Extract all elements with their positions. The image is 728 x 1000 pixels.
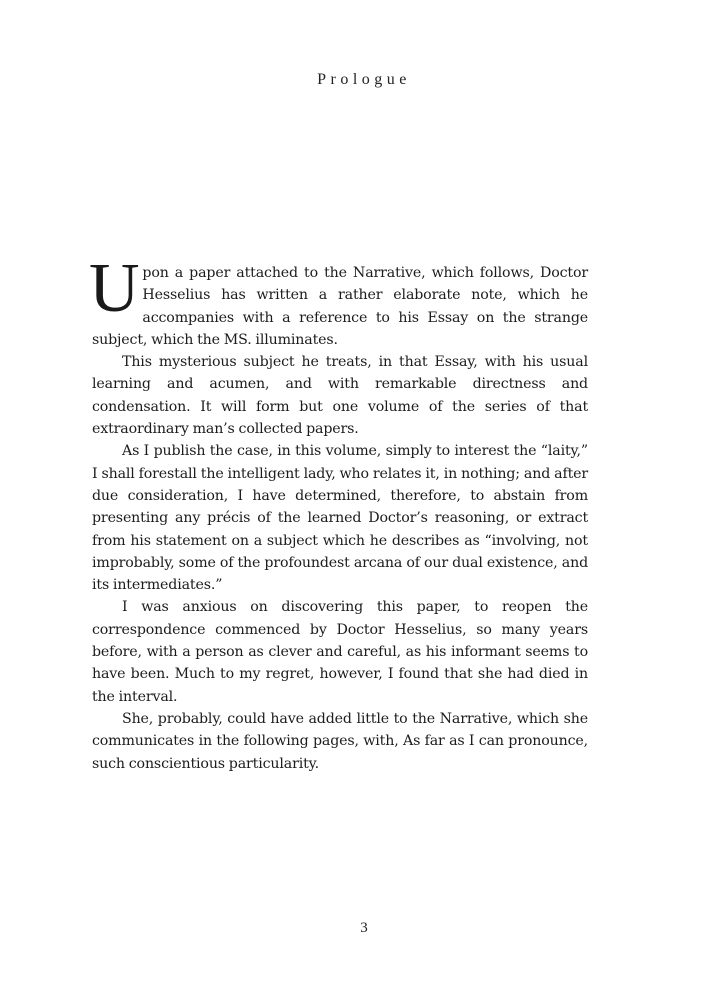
paragraph-5: She, probably, could have added little to the Narrative, which she communicates in the following pages, with, As far as I can pronounce, such conscientious particularity. xyxy=(92,710,588,772)
paragraph-4: I was anxious on discovering this paper, to reopen the correspondence commenced by Doctor Hesselius, so many years before, with a person as clever and careful, as his informant seems to have been. Much to my regret, however, I found that she had died in the interval. xyxy=(92,599,588,705)
paragraph-1 xyxy=(89,250,588,351)
paragraph-2: This mysterious subject he treats, in that Essay, with his usual learning and acumen, and with remarkable directness and condensation. It will form but one volume of the series of that extraordinary man’s collected papers. xyxy=(92,354,588,438)
page-number: 3 xyxy=(360,920,368,936)
paragraph-3: As I publish the case, in this volume, simply to interest the “laity,” I shall forestall the intelligent lady, who relates it, in nothing; and after due consideration, I have determined, therefore, to abstain from presenting any précis of the learned Doctor’s reasoning, or extract from his statement on a subject which he describes as “involving, not improbably, some of the profoundest arcana of our dual existence, and its intermediates.” xyxy=(92,443,588,594)
paragraph-1-text: pon a paper attached to the Narrative, which follows, Doctor Hesselius has written a rather elaborate note, which he accompanies with a reference to his Essay on the strange subject, which the MS. illuminates. xyxy=(92,265,588,348)
chapter-title: Prologue xyxy=(317,71,411,88)
body-text xyxy=(89,250,588,775)
drop-cap: U xyxy=(89,250,140,327)
